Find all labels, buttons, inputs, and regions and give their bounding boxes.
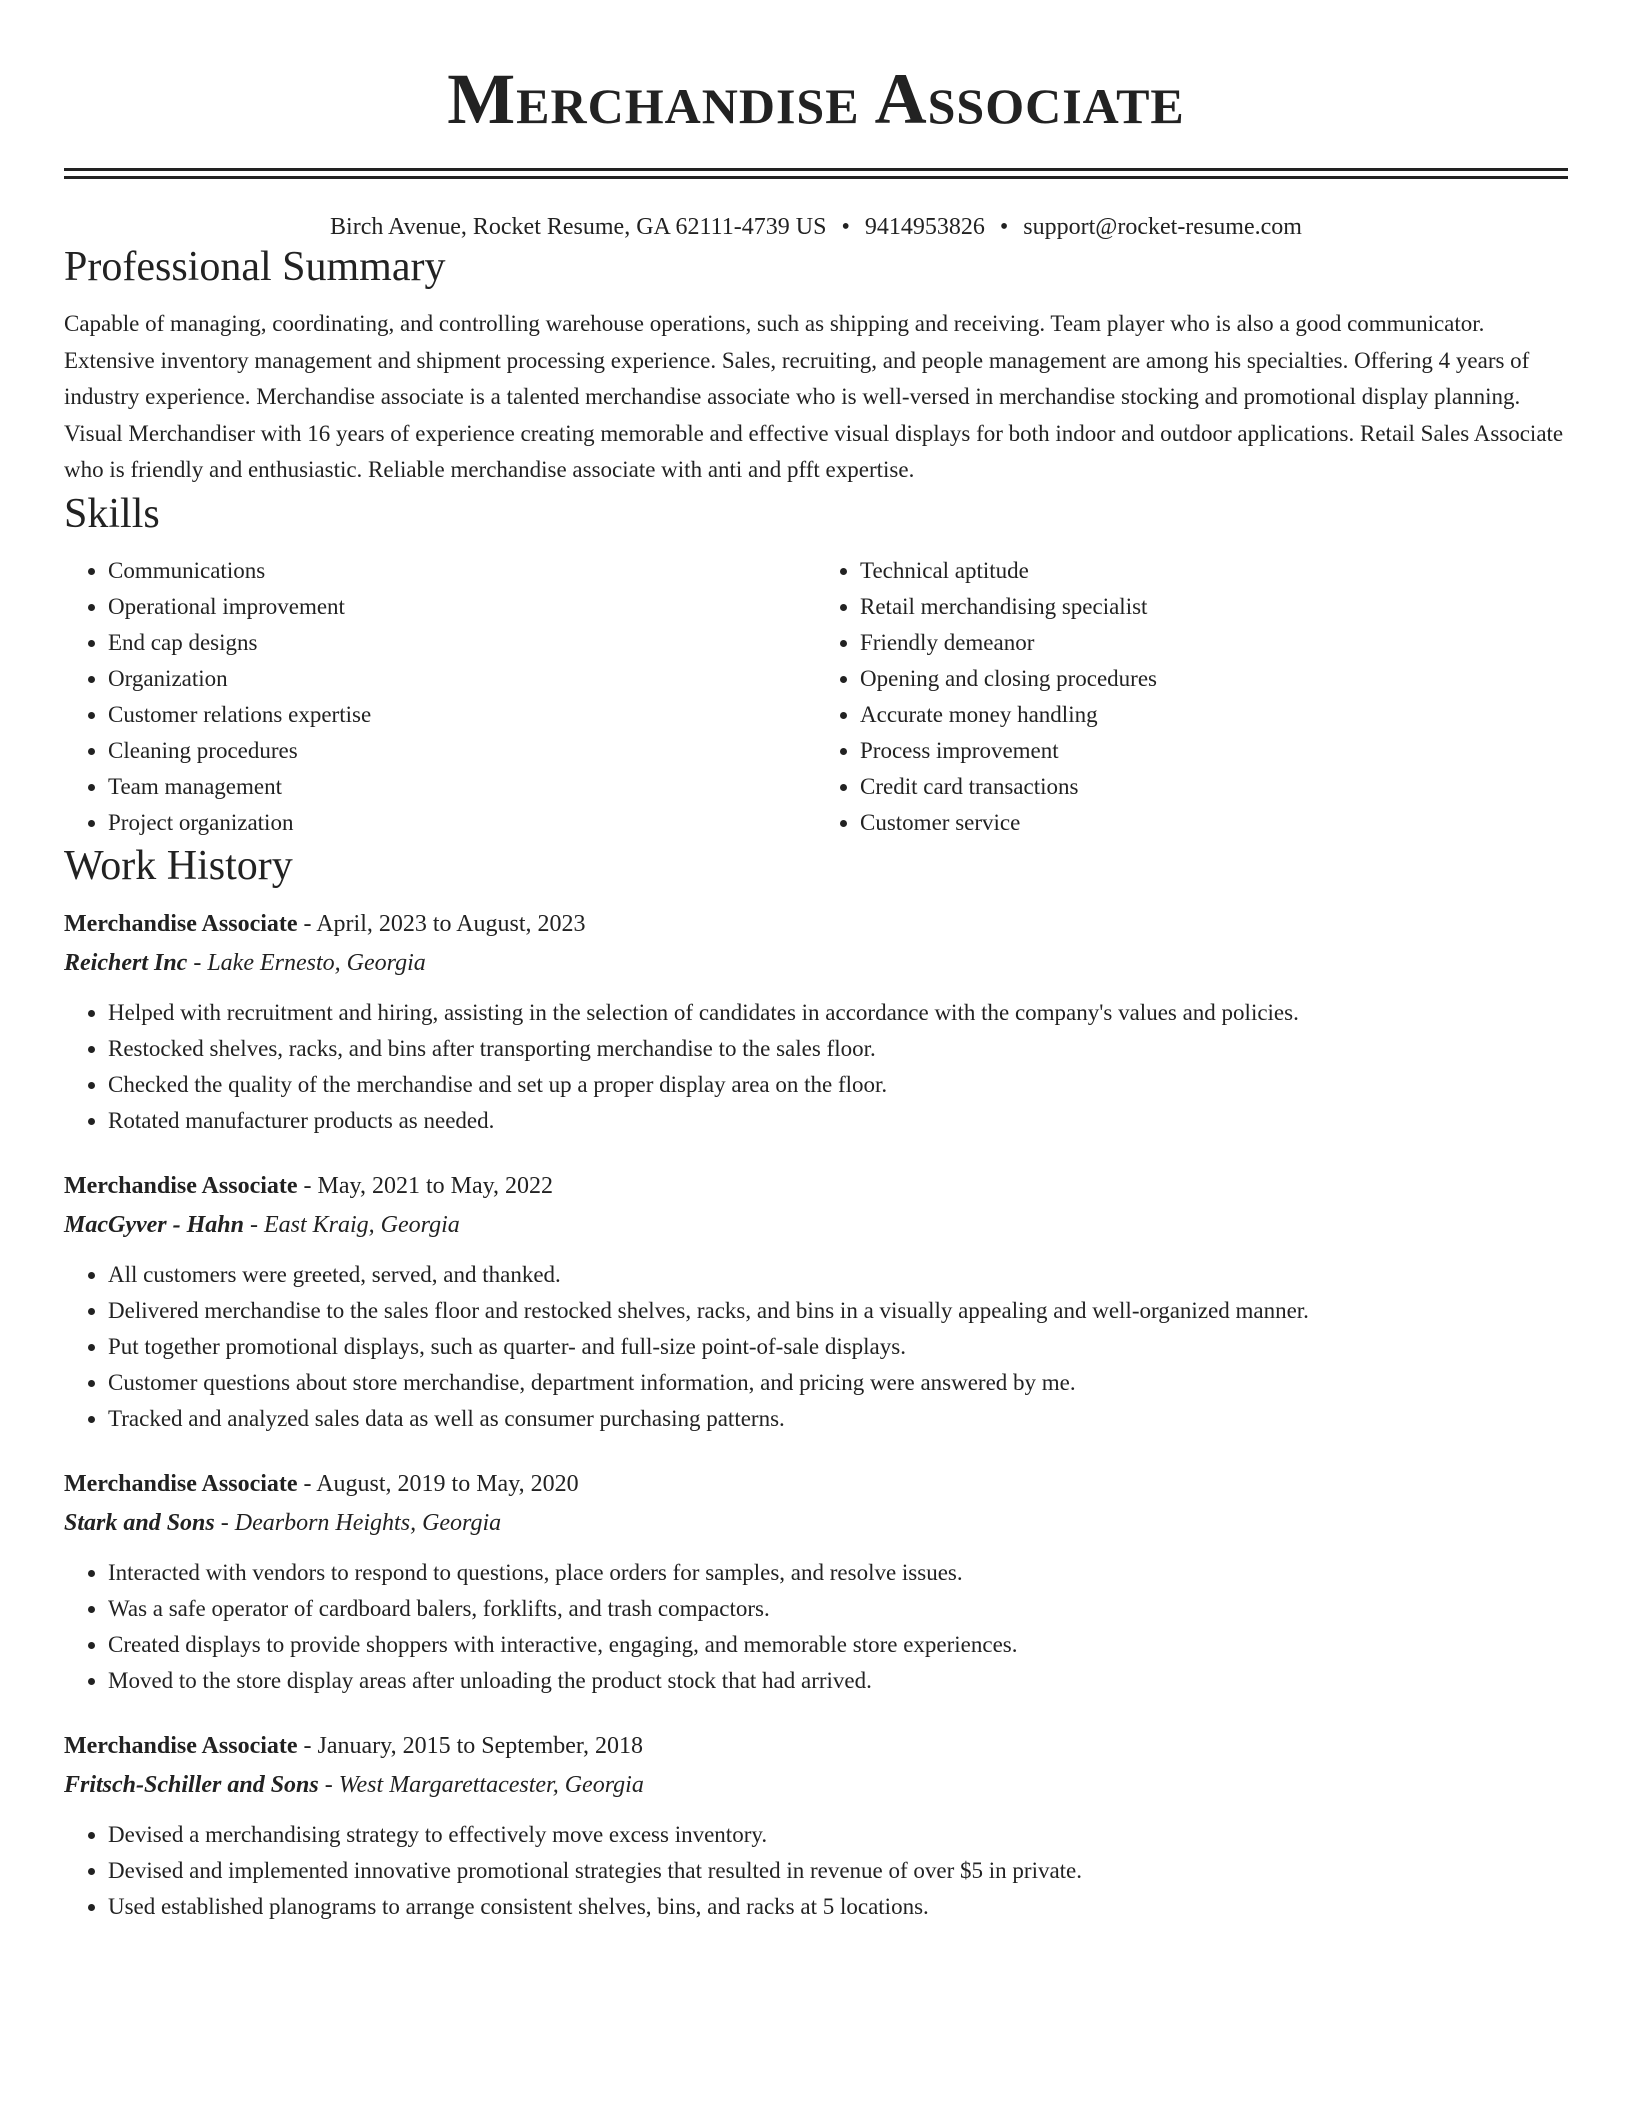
job-bullet: • Devised and implemented innovative promotional strategies that resulted in revenue of over $5 in private. — [108, 1853, 1568, 1889]
skill-item: • Cleaning procedures — [108, 733, 816, 769]
job-company: MacGyver - Hahn — [64, 1211, 244, 1238]
skill-item: • Friendly demeanor — [860, 625, 1568, 661]
skill-item: • Opening and closing procedures — [860, 661, 1568, 697]
skill-item: • Operational improvement — [108, 589, 816, 625]
job-dates: - August, 2019 to May, 2020 — [297, 1470, 579, 1497]
job-company: Reichert Inc — [64, 949, 188, 976]
work-history-heading: Work History — [64, 842, 293, 889]
contact-separator: • — [999, 214, 1009, 240]
job-header — [64, 1465, 1568, 1503]
skills-list-right — [816, 553, 1568, 841]
job-dates: - May, 2021 to May, 2022 — [297, 1172, 554, 1199]
job-title: Merchandise Associate — [64, 1470, 298, 1497]
skill-item: • Credit card transactions — [860, 769, 1568, 805]
job-bullet: • Customer questions about store merchandise, department information, and pricing were answered by me. — [108, 1365, 1568, 1401]
resume-page — [64, 0, 1568, 1925]
job-location: - Lake Ernesto, Georgia — [187, 949, 426, 976]
work-history-list — [64, 905, 1568, 1925]
job-header — [64, 1167, 1568, 1205]
job-location: - Dearborn Heights, Georgia — [214, 1509, 502, 1536]
job-entry — [64, 1727, 1568, 1925]
job-bullet: • Restocked shelves, racks, and bins after transporting merchandise to the sales floor. — [108, 1031, 1568, 1067]
skill-item: • End cap designs — [108, 625, 816, 661]
job-bullet: • Rotated manufacturer products as needed. — [108, 1103, 1568, 1139]
job-title: Merchandise Associate — [64, 1172, 298, 1199]
job-bullet: • Created displays to provide shoppers with interactive, engaging, and memorable store experiences. — [108, 1627, 1568, 1663]
job-location: - East Kraig, Georgia — [243, 1211, 460, 1238]
summary-text: Capable of managing, coordinating, and controlling warehouse operations, such as shipping and receiving. Team player who is also a good communicator. Extensive inventory management and shipment processing experience. Sales, recruiting, and people management are among his specialties. Offering 4 years of industry experience. Merchandise associate is a talented merchandise associate who is well-versed in merchandise stocking and promotional display planning. Visual Merchandiser with 16 years of experience creating memorable and effective visual displays for both indoor and outdoor applications. Retail Sales Associate who is friendly and enthusiastic. Reliable merchandise associate with anti and pfft expertise. — [64, 311, 1564, 482]
summary-heading: Professional Summary — [64, 244, 446, 290]
job-dates: - April, 2023 to August, 2023 — [297, 910, 586, 937]
skill-item: • Process improvement — [860, 733, 1568, 769]
job-bullet: • Put together promotional displays, such as quarter- and full-size point-of-sale displays. — [108, 1329, 1568, 1365]
job-bullet: • Helped with recruitment and hiring, assisting in the selection of candidates in accordance with the company's values and policies. — [108, 995, 1568, 1031]
job-dates: - January, 2015 to September, 2018 — [297, 1732, 643, 1759]
job-bullet: • Interacted with vendors to respond to questions, place orders for samples, and resolve issues. — [108, 1555, 1568, 1591]
job-title: Merchandise Associate — [64, 1732, 298, 1759]
job-bullets — [64, 1817, 1568, 1925]
job-company: Fritsch-Schiller and Sons — [64, 1771, 319, 1798]
job-entry — [64, 905, 1568, 1139]
skills-list-left — [64, 553, 816, 841]
skill-item: • Accurate money handling — [860, 697, 1568, 733]
contact-line — [64, 212, 1568, 242]
skill-item: • Customer relations expertise — [108, 697, 816, 733]
skills-columns — [64, 553, 1568, 841]
skill-item: • Retail merchandising specialist — [860, 589, 1568, 625]
job-bullets — [64, 1257, 1568, 1437]
header-double-rule — [64, 168, 1568, 179]
skill-item: • Project organization — [108, 805, 816, 841]
contact-separator: • — [841, 214, 850, 240]
job-entry — [64, 1167, 1568, 1437]
job-employer — [64, 1765, 1568, 1805]
job-employer — [64, 943, 1568, 983]
job-bullet: • Delivered merchandise to the sales floor and restocked shelves, racks, and bins in a visually appealing and well-organized manner. — [108, 1293, 1568, 1329]
job-employer — [64, 1205, 1568, 1245]
job-bullet: • Used established planograms to arrange consistent shelves, bins, and racks at 5 locations. — [108, 1889, 1568, 1925]
job-employer — [64, 1503, 1568, 1543]
job-bullet: • All customers were greeted, served, and thanked. — [108, 1257, 1568, 1293]
job-bullet: • Moved to the store display areas after unloading the product stock that had arrived. — [108, 1663, 1568, 1699]
job-bullet: • Was a safe operator of cardboard balers, forklifts, and trash compactors. — [108, 1591, 1568, 1627]
contact-email: support@rocket-resume.com — [1023, 214, 1302, 240]
job-entry — [64, 1465, 1568, 1699]
contact-phone: 9414953826 — [864, 214, 985, 240]
job-title: Merchandise Associate — [64, 910, 298, 937]
skill-item: • Customer service — [860, 805, 1568, 841]
contact-address: Birch Avenue, Rocket Resume, GA 62111-4739 US — [330, 214, 827, 240]
job-company: Stark and Sons — [64, 1509, 215, 1536]
job-location: - West Margarettacester, Georgia — [318, 1771, 644, 1798]
skill-item: • Organization — [108, 661, 816, 697]
job-header — [64, 905, 1568, 943]
job-bullet: • Checked the quality of the merchandise and set up a proper display area on the floor. — [108, 1067, 1568, 1103]
job-bullet: • Devised a merchandising strategy to effectively move excess inventory. — [108, 1817, 1568, 1853]
job-bullets — [64, 995, 1568, 1139]
skill-item: • Communications — [108, 553, 816, 589]
job-bullet: • Tracked and analyzed sales data as well as consumer purchasing patterns. — [108, 1401, 1568, 1437]
resume-name: Merchandise Associate — [447, 59, 1185, 139]
skill-item: • Technical aptitude — [860, 553, 1568, 589]
skills-heading: Skills — [64, 490, 160, 537]
job-bullets — [64, 1555, 1568, 1699]
skill-item: • Team management — [108, 769, 816, 805]
job-header — [64, 1727, 1568, 1765]
